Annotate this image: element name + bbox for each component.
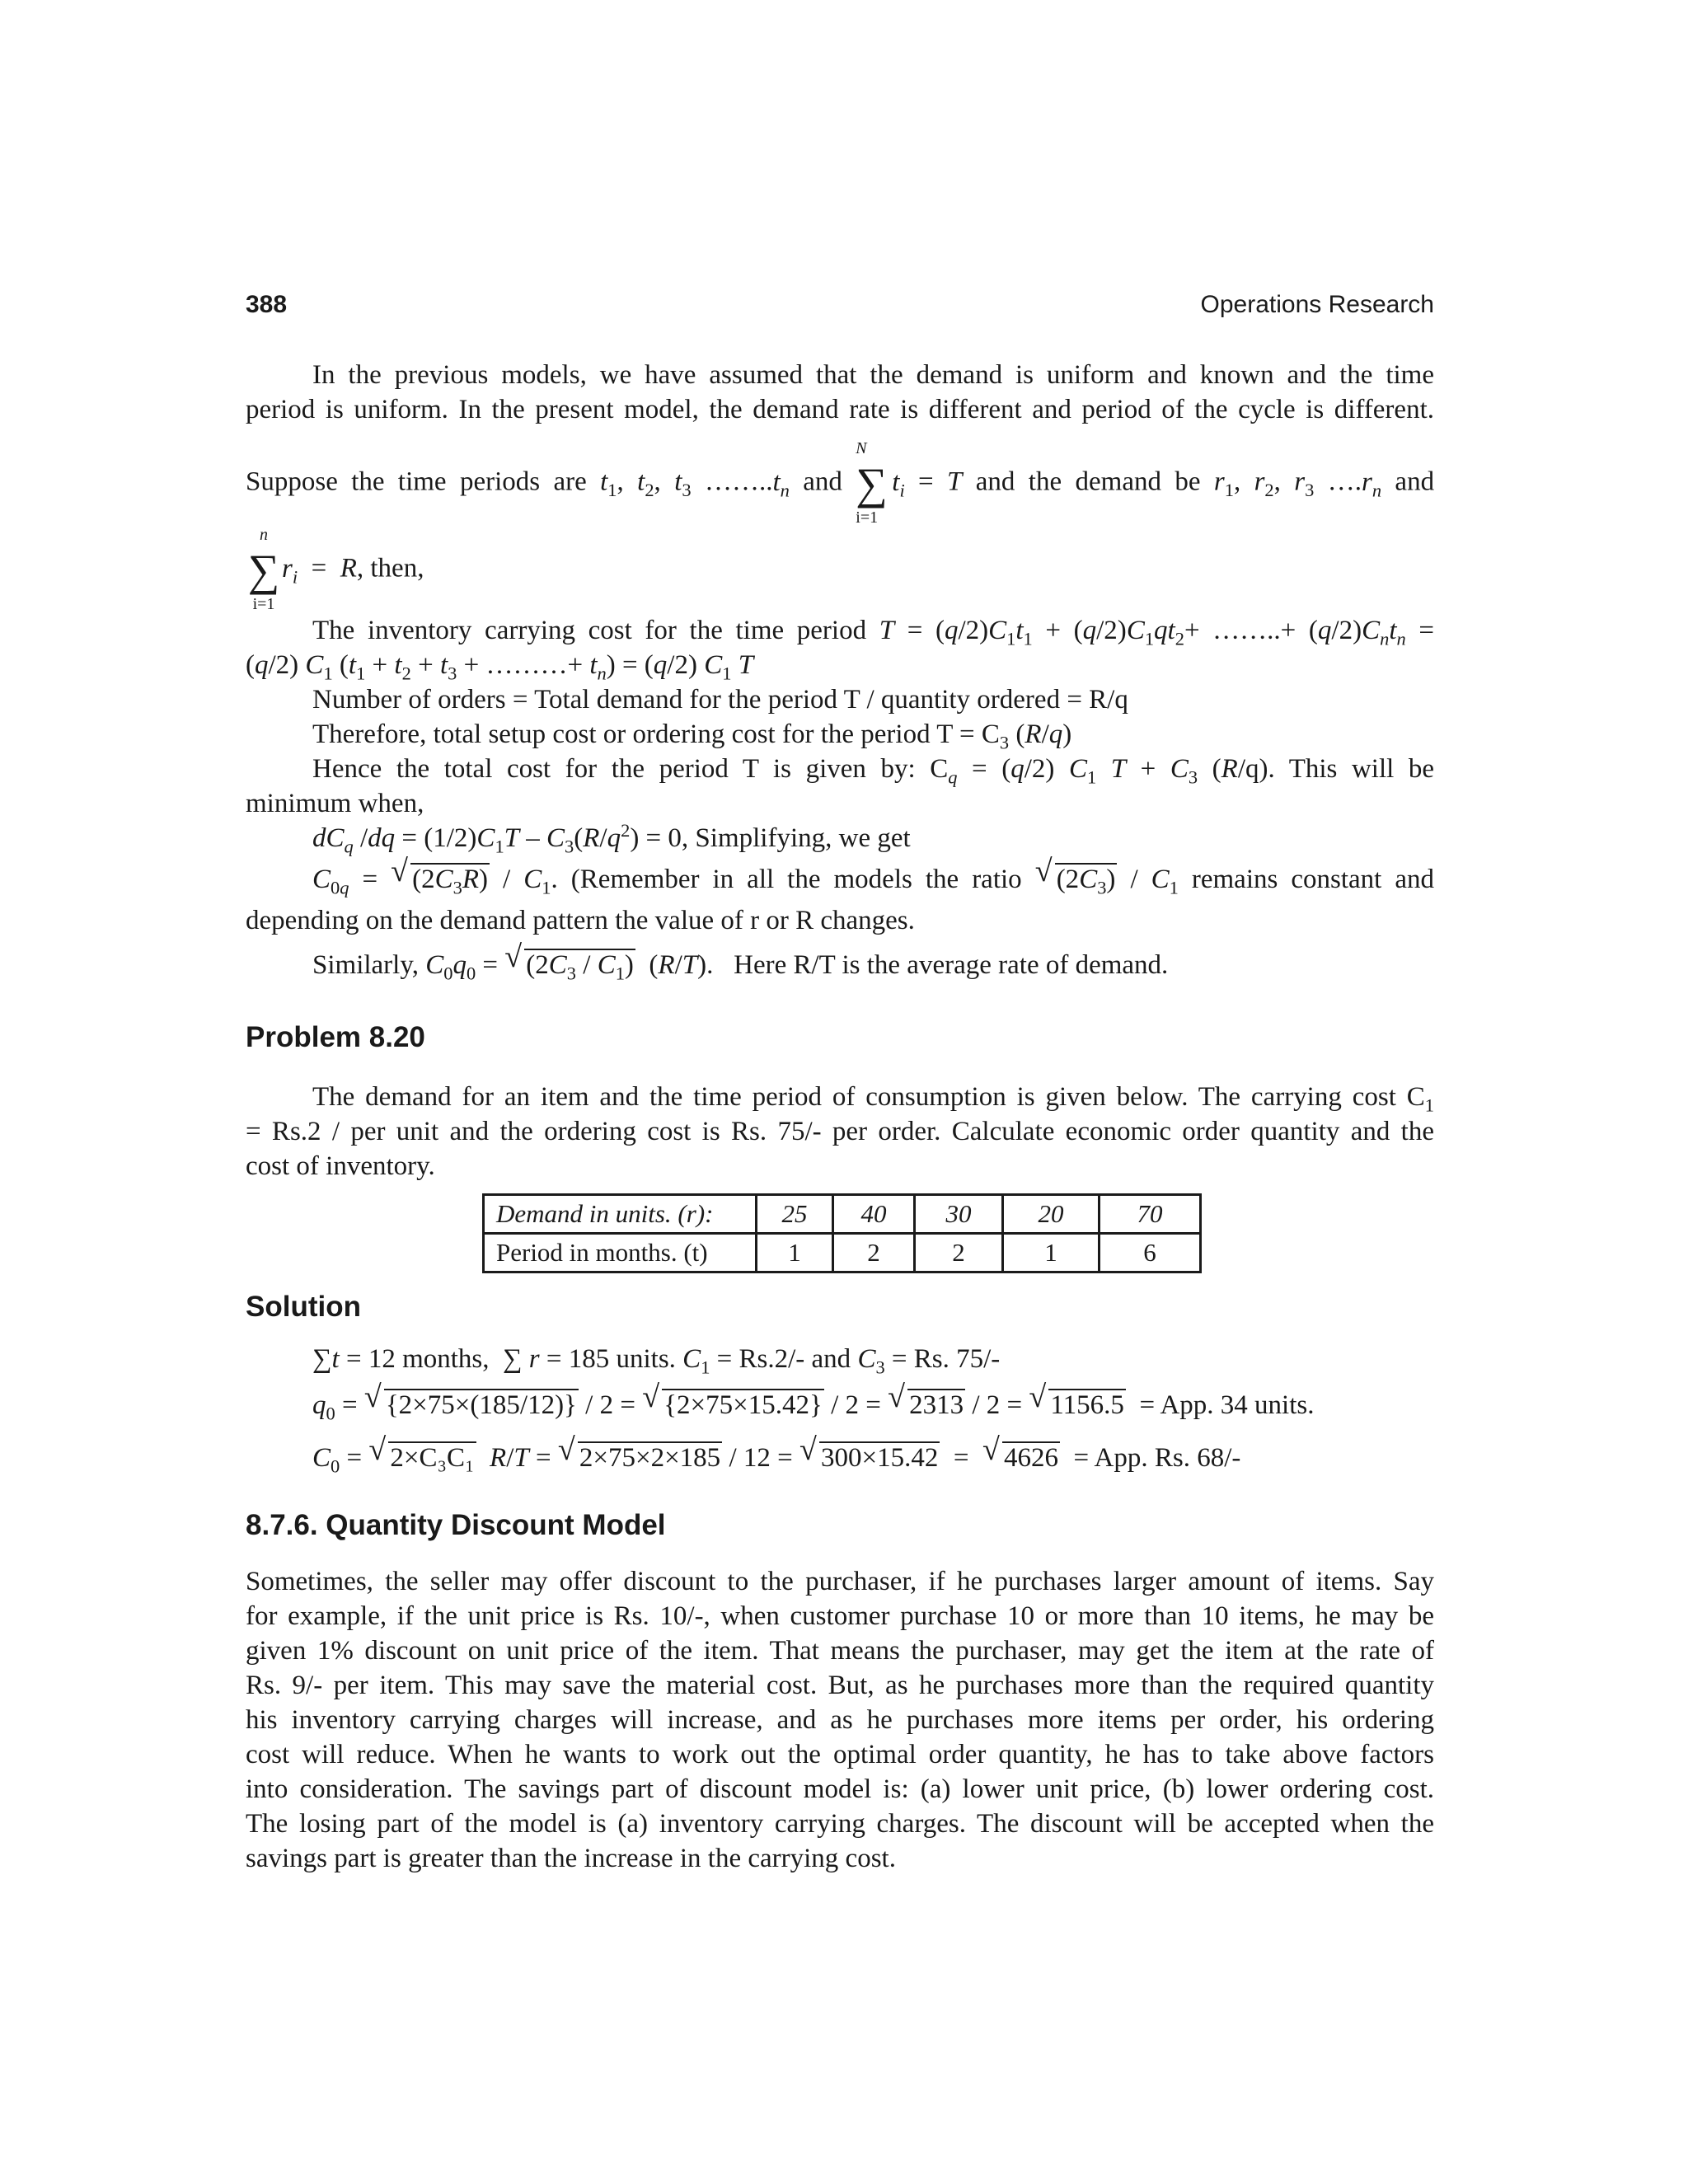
sqrt-icon: √ $(2C_3)$ — [1035, 855, 1118, 903]
discount-paragraph — [246, 1564, 1434, 1876]
derivation — [246, 613, 1434, 989]
solution-heading: Solution — [246, 1291, 361, 1323]
discount-line: into consideration. The savings part of discount model is: (a) lower unit price, (b) lower ordering cost. — [246, 1774, 1434, 1804]
table-row-label: Period in months. (t) — [484, 1234, 757, 1272]
derivative-line: $dC_q$ $/dq = (1/2)C_1T - C_3(R/q^2) = 0$, Simplifying, we get — [312, 820, 911, 857]
table-cell: 1 — [757, 1234, 833, 1272]
sqrt-icon: √ {2×75×(185/12)} — [364, 1381, 579, 1429]
solution-line-1: ∑t = 12 months, ∑ r = 185 units. $C_1 = Rs.2/-$ and $C_3 = Rs$. 75/- — [312, 1344, 1001, 1378]
orders-line: Number of orders = Total demand for the period T / quantity ordered = R/q — [312, 685, 1128, 715]
c0-line: $C_0$ = √ 2×C₃C₁ R/T = √ 2×75×2×185 / 12 = √ 300×15.42 = √ 4626 = App. Rs. 68/- — [246, 1434, 1434, 1482]
table-cell: 20 — [1003, 1195, 1100, 1234]
problem-line-3: cost of inventory. — [246, 1151, 435, 1181]
discount-line: his inventory carrying charges will increase, and as he purchases more items per order, his ordering — [246, 1705, 1434, 1735]
table-row — [484, 1195, 1201, 1234]
discount-heading: 8.7.6. Quantity Discount Model — [246, 1509, 666, 1541]
suppose-line: Suppose the time periods are $t_1$, $t_2$, $t_3$ $\dots\dots..t_n$ and N ∑ i=1 $t_i = T$ and the demand be $r_1$, $r_2$, $r_3$ $\dots.r_n$ and — [246, 439, 1435, 527]
table-cell: 6 — [1100, 1234, 1201, 1272]
discount-line: Sometimes, the seller may offer discount to the purchaser, if he purchases larger amount of items. Say — [246, 1567, 1434, 1596]
discount-line: given 1% discount on unit price of the item. That means the purchaser, may get the item at the rate of — [246, 1636, 1434, 1666]
table-cell: 70 — [1100, 1195, 1201, 1234]
discount-line: Rs. 9/- per item. This may save the material cost. But, as he purchases more than the required quantity — [246, 1671, 1434, 1700]
carry-line-2: (q/2) $C_1$ ($t_1 + t_2 + t_3$ + ………+ $t_n) = (q/2)$ $C_1$ T — [246, 650, 754, 684]
sum-r-line: n ∑ i=1 $r_i = R$, then, — [246, 548, 1434, 589]
table-cell: 2 — [833, 1234, 915, 1272]
table-row — [484, 1234, 1201, 1272]
carry-line-1: The inventory carrying cost for the time period $T = (q/2)C_1t_1 + (q/2)C_1qt_2+$ ……..+ $(q/2)C_nt_n$ = — [312, 616, 1434, 649]
sqrt-icon: √ $(2C_3R)$ — [391, 855, 490, 903]
q0-line: $q_0$ = √ {2×75×(185/12)} / 2 = √ {2×75×15.42} / 2 = √ 2313 / 2 = √ 1156.5 = App. 34 units. — [246, 1381, 1434, 1429]
table-row-label: Demand in units. (r): — [484, 1195, 757, 1234]
sqrt-icon: √ $(2C_3 / C_1)$ — [504, 941, 635, 989]
intro-line-2: period is uniform. In the present model, the demand rate is different and period of the cycle is different. — [246, 395, 1434, 424]
problem-line-1: The demand for an item and the time period of consumption is given below. The carrying cost $C_1$ — [312, 1082, 1434, 1116]
problem-text — [246, 1080, 1434, 1183]
sum-symbol: N ∑ i=1 — [856, 439, 888, 527]
sqrt-icon: √ 4626 — [982, 1434, 1060, 1482]
sqrt-icon: √ 1156.5 — [1029, 1381, 1126, 1429]
discount-line: cost will reduce. When he wants to work out the optimal order quantity, he has to take above factors — [246, 1740, 1434, 1769]
table-cell: 25 — [757, 1195, 833, 1234]
similarly-line: Similarly, $C_0q_0$ = √ $(2C_3 / C_1)$ (R/T). Here R/T is the average rate of demand. — [246, 941, 1434, 989]
intro-line-1: In the previous models, we have assumed that the demand is uniform and known and the time — [312, 360, 1434, 390]
discount-line: savings part is greater than the increase in the carrying cost. — [246, 1844, 896, 1873]
table-cell: 40 — [833, 1195, 915, 1234]
total-cost-line: Hence the total cost for the period T is given by: $C_q = (q/2)$ $C_1$ $T + C_3$ (R/q). This will be — [312, 754, 1435, 788]
intro-paragraph — [246, 358, 1434, 427]
sqrt-icon: √ 2313 — [888, 1381, 965, 1429]
sqrt-icon: √ 2×C₃C₁ — [368, 1434, 476, 1482]
depending-line: depending on the demand pattern the value of r or R changes. — [246, 906, 915, 935]
book-title: Operations Research — [1200, 291, 1434, 318]
sum-symbol-r: n ∑ i=1 — [247, 526, 280, 613]
sqrt-icon: √ 2×75×2×185 — [558, 1434, 722, 1482]
demand-period-table — [482, 1193, 1202, 1273]
solution-text — [246, 1342, 1434, 1482]
page-number: 388 — [246, 291, 288, 318]
problem-heading: Problem 8.20 — [246, 1021, 425, 1053]
setup-line: Therefore, total setup cost or ordering cost for the period $T = C_3$ (R/q) — [312, 719, 1072, 753]
sqrt-icon: √ {2×75×15.42} — [642, 1381, 824, 1429]
c0q-line: $C_{0q}$ = √ $(2C_3R) / C_1$. (Remember in all the models the ratio √ $(2C_3) / C_1$ remains constant and — [246, 855, 1434, 903]
table-cell: 1 — [1003, 1234, 1100, 1272]
sqrt-icon: √ 300×15.42 — [799, 1434, 940, 1482]
table-cell: 2 — [915, 1234, 1003, 1272]
discount-line: The losing part of the model is (a) inventory carrying charges. The discount will be accepted when the — [246, 1809, 1434, 1839]
problem-line-2: = Rs.2 / per unit and the ordering cost is Rs. 75/- per order. Calculate economic order quantity and the — [246, 1117, 1434, 1146]
minimum-line: minimum when, — [246, 789, 424, 818]
table-cell: 30 — [915, 1195, 1003, 1234]
discount-line: for example, if the unit price is Rs. 10/-, when customer purchase 10 or more than 10 items, he may be — [246, 1601, 1434, 1631]
